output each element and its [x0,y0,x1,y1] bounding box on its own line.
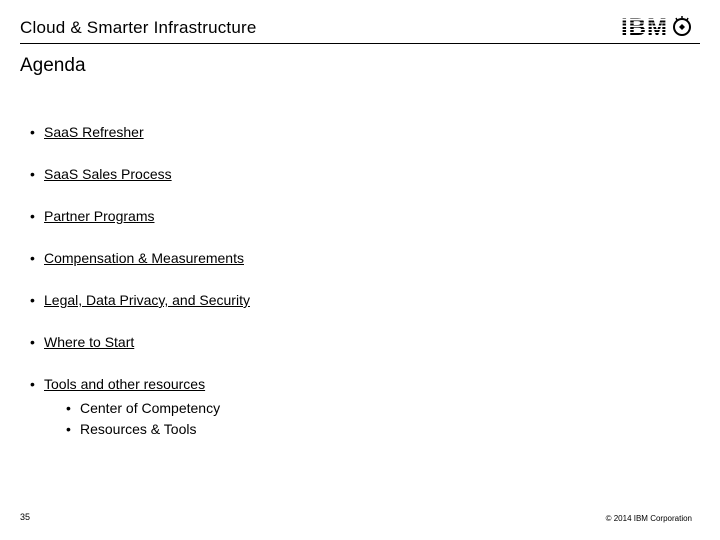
bullet-icon: • [30,124,35,140]
header-divider [20,43,700,44]
bullet-icon: • [30,250,35,266]
agenda-link-partner-programs[interactable]: Partner Programs [44,208,155,224]
page-number: 35 [20,512,31,522]
agenda-link-compensation[interactable]: Compensation & Measurements [44,250,244,266]
sub-item-label: Resources & Tools [80,421,197,437]
agenda-link-tools-resources[interactable]: Tools and other resources [44,376,206,392]
agenda-link-saas-sales-process[interactable]: SaaS Sales Process [44,166,172,182]
ibm-logo [621,14,692,42]
page-title: Agenda [20,55,86,76]
bullet-icon: • [66,421,71,437]
agenda-item [30,124,250,140]
agenda-item [30,292,250,308]
ibm-logo-text: IBM [621,14,668,41]
bullet-icon: • [30,334,35,350]
header-title: Cloud & Smarter Infrastructure [20,18,257,37]
agenda-item [30,376,250,440]
bullet-icon: • [30,376,35,392]
sub-item-label: Center of Competency [80,400,221,416]
agenda-item [30,208,250,224]
agenda-link-legal-privacy-security[interactable]: Legal, Data Privacy, and Security [44,292,250,308]
agenda-list [30,124,250,440]
smarter-planet-icon [672,15,692,42]
sub-item-resources-tools [66,419,250,440]
agenda-item [30,166,250,182]
agenda-item [30,334,250,350]
bullet-icon: • [66,400,71,416]
agenda-link-where-to-start[interactable]: Where to Start [44,334,135,350]
agenda-item [30,250,250,266]
bullet-icon: • [30,208,35,224]
bullet-icon: • [30,166,35,182]
sub-item-center-of-competency [66,398,250,419]
bullet-icon: • [30,292,35,308]
agenda-link-saas-refresher[interactable]: SaaS Refresher [44,124,144,140]
sub-list [44,398,250,440]
copyright-notice: © 2014 IBM Corporation [605,514,692,523]
